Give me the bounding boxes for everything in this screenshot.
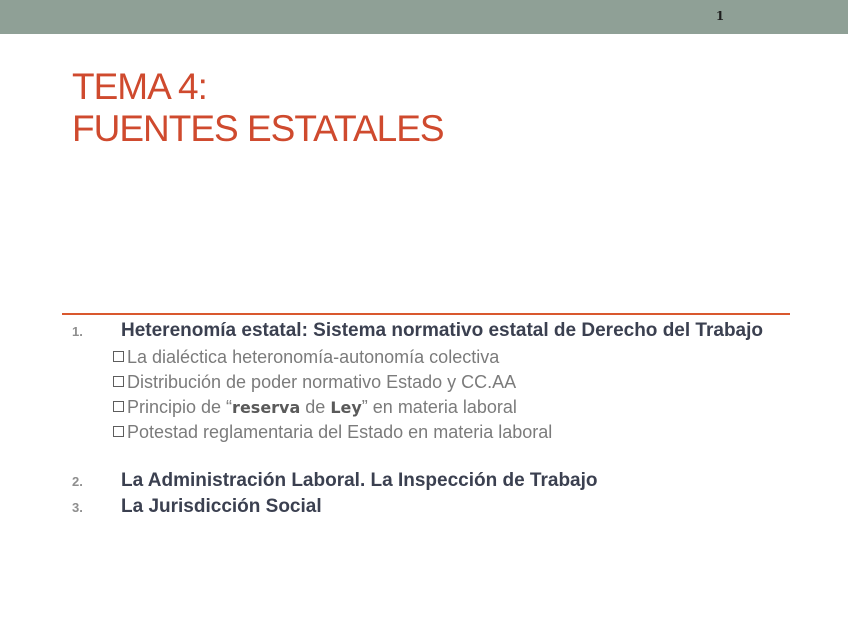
slide-title — [72, 66, 444, 150]
sub-item — [113, 395, 772, 420]
item-heading: La Jurisdicción Social — [121, 496, 322, 517]
sub-item-text-pre: Principio de “ — [127, 397, 233, 417]
hollow-square-bullet-icon — [113, 376, 124, 387]
emphasis-ley: Ley — [330, 398, 362, 417]
sub-item-text-post: ” en materia laboral — [361, 397, 517, 417]
agenda-list — [72, 320, 772, 517]
hollow-square-bullet-icon — [113, 351, 124, 362]
agenda-item-2 — [72, 470, 772, 491]
sub-item-text: Potestad reglamentaria del Estado en materia laboral — [127, 422, 553, 442]
sub-item — [113, 370, 772, 395]
item-number: 1. — [72, 324, 83, 339]
item-heading: Heterenomía estatal: Sistema normativo estatal de Derecho del Trabajo — [121, 320, 764, 341]
sub-list — [113, 345, 772, 445]
item-number: 3. — [72, 500, 83, 515]
agenda-item-3 — [72, 496, 772, 517]
sub-item — [113, 420, 772, 445]
sub-item — [113, 345, 772, 370]
slide-number: 1 — [715, 9, 725, 23]
title-line-1: TEMA 4: — [72, 66, 207, 107]
agenda-item-1 — [72, 320, 772, 445]
sub-item-text: La dialéctica heteronomía-autonomía colectiva — [127, 347, 500, 367]
sub-item-text: Distribución de poder normativo Estado y CC.AA — [127, 372, 517, 392]
title-divider — [62, 313, 790, 315]
sub-item-text-mid: de — [300, 397, 331, 417]
item-number: 2. — [72, 474, 83, 489]
item-heading: La Administración Laboral. La Inspección de Trabajo — [121, 470, 598, 491]
title-line-2: FUENTES ESTATALES — [72, 108, 444, 149]
hollow-square-bullet-icon — [113, 426, 124, 437]
hollow-square-bullet-icon — [113, 401, 124, 412]
emphasis-reserva: reserva — [232, 398, 301, 417]
